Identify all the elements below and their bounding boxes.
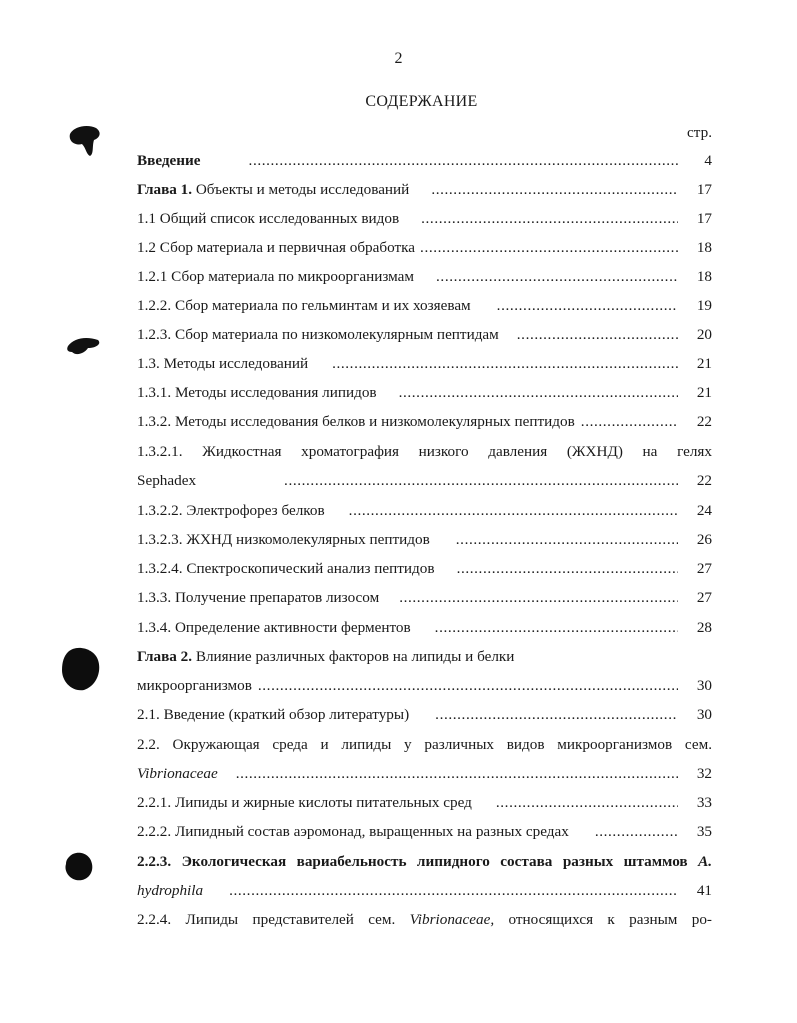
toc-page-number: 22 [696, 472, 712, 489]
toc-entry-line: 2.2. Окружающая среда и липиды у различных видов микроорганизмов сем. [137, 736, 712, 753]
toc-entry [137, 560, 712, 580]
toc-entry-label: 1.2 Сбор материала и первичная обработка [137, 239, 416, 256]
toc-page-number: 18 [696, 239, 712, 256]
leader-dots [249, 152, 678, 170]
toc-entry-line: 1.3.2.1. Жидкостная хроматография низкого давления (ЖХНД) на гелях [137, 443, 712, 460]
chapter-prefix: Глава 2. [137, 648, 193, 665]
toc-page-number: 21 [696, 355, 712, 372]
toc-page-number: 32 [696, 765, 712, 782]
toc-page-number: 18 [696, 268, 712, 285]
leader-dots [436, 268, 678, 286]
toc-entry [137, 297, 712, 317]
taxon-name: А. [698, 853, 712, 870]
toc-entry [137, 239, 712, 259]
page-column-label: стр. [687, 124, 712, 141]
chapter-title: Объекты и методы исследований [192, 181, 410, 198]
toc-page-number: 17 [696, 181, 712, 198]
toc-entry-label: 2.2.2. Липидный состав аэромонад, выращенных на разных средах [137, 823, 569, 840]
toc-page-number: 22 [696, 413, 712, 430]
toc-entry [137, 823, 712, 843]
toc-entry [137, 677, 712, 697]
toc-page-number: 19 [696, 297, 712, 314]
toc-page-number: 24 [696, 502, 712, 519]
ink-blot-3 [58, 646, 102, 692]
leader-dots [517, 326, 678, 344]
toc-entry-line-start: 2.2.4. Липиды представителей сем. [137, 911, 396, 928]
leader-dots [581, 413, 678, 431]
leader-dots [435, 619, 678, 637]
toc-entry-label [137, 882, 203, 900]
toc-page-number: 27 [696, 589, 712, 606]
leader-dots [457, 560, 678, 578]
toc-entry-label: микроорганизмов [137, 677, 252, 694]
toc-entry [137, 706, 712, 726]
toc-entry [137, 268, 712, 288]
toc-entry [137, 765, 712, 785]
toc-entry-label: 1.2.3. Сбор материала по низкомолекулярным пептидам [137, 326, 499, 343]
toc-page-number: 21 [696, 384, 712, 401]
toc-entry-label: 1.3.2. Методы исследования белков и низкомолекулярных пептидов [137, 413, 575, 430]
leader-dots [420, 239, 678, 257]
leader-dots [496, 794, 678, 812]
toc-entry-label: 1.3.2.2. Электрофорез белков [137, 502, 325, 519]
toc-entry-line [137, 648, 514, 666]
toc-entry-label: Sephadex [137, 472, 197, 489]
toc-entry [137, 794, 712, 814]
toc-entry [137, 152, 712, 172]
leader-dots [421, 210, 678, 228]
toc-entry [137, 355, 712, 375]
ink-blot-4 [62, 850, 96, 884]
toc-entry-label: 1.3.4. Определение активности ферментов [137, 619, 411, 636]
toc-entry-label: Введение [137, 152, 201, 169]
toc-entry [137, 472, 712, 492]
toc-page-number: 30 [696, 677, 712, 694]
toc-entry-label: 2.1. Введение (краткий обзор литературы) [137, 706, 410, 723]
toc-entry [137, 413, 712, 433]
chapter-title: Влияние различных факторов на липиды и белки [192, 648, 515, 665]
toc-entry-line [137, 911, 712, 931]
toc-entry [137, 210, 712, 230]
page-title: СОДЕРЖАНИЕ [365, 93, 478, 110]
leader-dots [229, 882, 678, 900]
leader-dots [284, 472, 678, 490]
toc-entry-label: 1.3.2.3. ЖХНД низкомолекулярных пептидов [137, 531, 430, 548]
leader-dots [236, 765, 678, 783]
toc-entry [137, 384, 712, 404]
leader-dots [431, 181, 678, 199]
leader-dots [399, 589, 678, 607]
leader-dots [435, 706, 678, 724]
toc-entry-label [137, 765, 218, 783]
chapter-prefix: Глава 1. [137, 181, 193, 198]
toc-entry [137, 326, 712, 346]
taxon-name: Vibrionaceae [137, 765, 218, 782]
toc-entry [137, 589, 712, 609]
toc-page-number: 17 [696, 210, 712, 227]
leader-dots [456, 531, 678, 549]
toc-page-number: 27 [696, 560, 712, 577]
taxon-name: Vibrionaceae, [409, 911, 495, 928]
toc-entry-line-end: относящихся к разным ро- [508, 911, 712, 928]
toc-entry-label: 1.3.3. Получение препаратов лизосом [137, 589, 380, 606]
page-number: 2 [394, 50, 403, 67]
toc-entry [137, 882, 712, 902]
ink-blot-2 [64, 332, 104, 358]
toc-entry [137, 181, 712, 201]
leader-dots [349, 502, 678, 520]
leader-dots [399, 384, 678, 402]
toc-page-number: 4 [704, 152, 712, 169]
toc-page-number: 26 [696, 531, 712, 548]
toc-entry-label: 1.3.1. Методы исследования липидов [137, 384, 377, 401]
leader-dots [258, 677, 678, 695]
taxon-name: hydrophila [137, 882, 204, 899]
toc-entry [137, 531, 712, 551]
leader-dots [497, 297, 678, 315]
toc-entry [137, 619, 712, 639]
leader-dots [595, 823, 678, 841]
toc-entry [137, 502, 712, 522]
ink-blot-1 [64, 124, 104, 158]
toc-page-number: 35 [696, 823, 712, 840]
leader-dots [332, 355, 678, 373]
toc-entry-label: 1.3. Методы исследований [137, 355, 309, 372]
toc-entry-label: 1.2.2. Сбор материала по гельминтам и их хозяевам [137, 297, 471, 314]
toc-page-number: 28 [696, 619, 712, 636]
toc-entry-line [137, 853, 712, 873]
toc-page-number: 30 [696, 706, 712, 723]
toc-page-number: 20 [696, 326, 712, 343]
toc-entry-label: 1.2.1 Сбор материала по микроорганизмам [137, 268, 415, 285]
toc-page-number: 41 [696, 882, 712, 899]
toc-entry-label [137, 181, 409, 199]
toc-entry-label: 1.3.2.4. Спектроскопический анализ пептидов [137, 560, 435, 577]
toc-entry-label: 1.1 Общий список исследованных видов [137, 210, 400, 227]
toc-entry-label: 2.2.1. Липиды и жирные кислоты питательных сред [137, 794, 472, 811]
toc-page-number: 33 [696, 794, 712, 811]
toc-entry-line-text: 2.2.3. Экологическая вариабельность липидного состава разных штаммов [137, 853, 688, 870]
